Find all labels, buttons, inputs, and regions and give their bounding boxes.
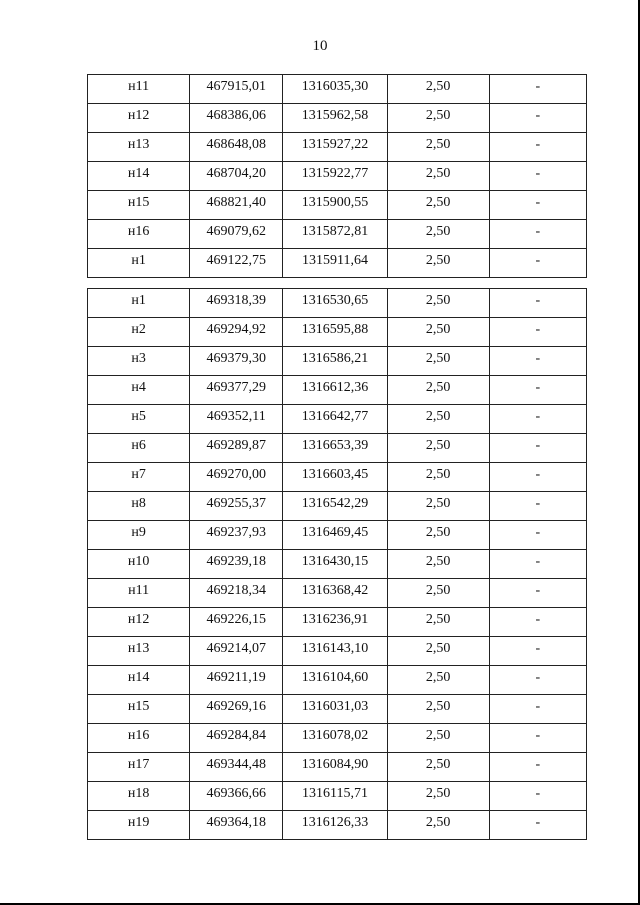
- accuracy-cell: 2,50: [387, 347, 489, 376]
- accuracy-cell: 2,50: [387, 637, 489, 666]
- x-coordinate-cell: 467915,01: [190, 75, 283, 104]
- table-row: [88, 492, 587, 521]
- table-row: [88, 550, 587, 579]
- point-number-cell: н15: [88, 695, 190, 724]
- x-coordinate-cell: 468704,20: [190, 162, 283, 191]
- x-coordinate-cell: 469079,62: [190, 220, 283, 249]
- accuracy-cell: 2,50: [387, 724, 489, 753]
- y-coordinate-cell: 1316542,29: [283, 492, 387, 521]
- point-number-cell: н9: [88, 521, 190, 550]
- table-row: [88, 220, 587, 249]
- dash-cell: -: [489, 492, 586, 521]
- accuracy-cell: 2,50: [387, 608, 489, 637]
- y-coordinate-cell: 1315900,55: [283, 191, 387, 220]
- dash-cell: -: [489, 724, 586, 753]
- dash-cell: -: [489, 104, 586, 133]
- accuracy-cell: 2,50: [387, 492, 489, 521]
- point-number-cell: н13: [88, 637, 190, 666]
- dash-cell: -: [489, 75, 586, 104]
- x-coordinate-cell: 469237,93: [190, 521, 283, 550]
- dash-cell: -: [489, 695, 586, 724]
- coordinates-table: [87, 74, 587, 840]
- accuracy-cell: 2,50: [387, 191, 489, 220]
- y-coordinate-cell: 1316104,60: [283, 666, 387, 695]
- accuracy-cell: 2,50: [387, 405, 489, 434]
- dash-cell: -: [489, 405, 586, 434]
- table-row: [88, 695, 587, 724]
- accuracy-cell: 2,50: [387, 162, 489, 191]
- x-coordinate-cell: 469214,07: [190, 637, 283, 666]
- coordinates-table-body: [88, 75, 587, 840]
- table-row: [88, 191, 587, 220]
- dash-cell: -: [489, 162, 586, 191]
- table-row: [88, 162, 587, 191]
- accuracy-cell: 2,50: [387, 695, 489, 724]
- point-number-cell: н2: [88, 318, 190, 347]
- y-coordinate-cell: 1316078,02: [283, 724, 387, 753]
- accuracy-cell: 2,50: [387, 579, 489, 608]
- point-number-cell: н12: [88, 608, 190, 637]
- accuracy-cell: 2,50: [387, 782, 489, 811]
- group-separator-cell: [88, 278, 587, 289]
- x-coordinate-cell: 469269,16: [190, 695, 283, 724]
- dash-cell: -: [489, 133, 586, 162]
- x-coordinate-cell: 469270,00: [190, 463, 283, 492]
- y-coordinate-cell: 1316236,91: [283, 608, 387, 637]
- accuracy-cell: 2,50: [387, 463, 489, 492]
- y-coordinate-cell: 1316115,71: [283, 782, 387, 811]
- dash-cell: -: [489, 753, 586, 782]
- table-row: [88, 75, 587, 104]
- page-number: 10: [312, 38, 328, 54]
- table-row: [88, 811, 587, 840]
- accuracy-cell: 2,50: [387, 75, 489, 104]
- accuracy-cell: 2,50: [387, 249, 489, 278]
- y-coordinate-cell: 1316586,21: [283, 347, 387, 376]
- y-coordinate-cell: 1316143,10: [283, 637, 387, 666]
- dash-cell: -: [489, 463, 586, 492]
- x-coordinate-cell: 469211,19: [190, 666, 283, 695]
- x-coordinate-cell: 469289,87: [190, 434, 283, 463]
- y-coordinate-cell: 1316430,15: [283, 550, 387, 579]
- table-row: [88, 579, 587, 608]
- point-number-cell: н16: [88, 724, 190, 753]
- y-coordinate-cell: 1315962,58: [283, 104, 387, 133]
- x-coordinate-cell: 469344,48: [190, 753, 283, 782]
- y-coordinate-cell: 1316084,90: [283, 753, 387, 782]
- dash-cell: -: [489, 347, 586, 376]
- table-row: [88, 104, 587, 133]
- table-row: [88, 249, 587, 278]
- point-number-cell: н6: [88, 434, 190, 463]
- x-coordinate-cell: 468386,06: [190, 104, 283, 133]
- x-coordinate-cell: 469284,84: [190, 724, 283, 753]
- y-coordinate-cell: 1316368,42: [283, 579, 387, 608]
- table-row: [88, 347, 587, 376]
- point-number-cell: н1: [88, 249, 190, 278]
- dash-cell: -: [489, 811, 586, 840]
- accuracy-cell: 2,50: [387, 376, 489, 405]
- table-row: [88, 666, 587, 695]
- y-coordinate-cell: 1315872,81: [283, 220, 387, 249]
- x-coordinate-cell: 468821,40: [190, 191, 283, 220]
- point-number-cell: н14: [88, 666, 190, 695]
- y-coordinate-cell: 1316642,77: [283, 405, 387, 434]
- dash-cell: -: [489, 666, 586, 695]
- table-row: [88, 463, 587, 492]
- y-coordinate-cell: 1315927,22: [283, 133, 387, 162]
- dash-cell: -: [489, 191, 586, 220]
- point-number-cell: н18: [88, 782, 190, 811]
- point-number-cell: н19: [88, 811, 190, 840]
- accuracy-cell: 2,50: [387, 220, 489, 249]
- x-coordinate-cell: 469226,15: [190, 608, 283, 637]
- y-coordinate-cell: 1316126,33: [283, 811, 387, 840]
- y-coordinate-cell: 1316530,65: [283, 289, 387, 318]
- table-row: [88, 405, 587, 434]
- dash-cell: -: [489, 608, 586, 637]
- table-row: [88, 753, 587, 782]
- point-number-cell: н5: [88, 405, 190, 434]
- accuracy-cell: 2,50: [387, 434, 489, 463]
- accuracy-cell: 2,50: [387, 666, 489, 695]
- y-coordinate-cell: 1316469,45: [283, 521, 387, 550]
- point-number-cell: н16: [88, 220, 190, 249]
- x-coordinate-cell: 469377,29: [190, 376, 283, 405]
- dash-cell: -: [489, 637, 586, 666]
- x-coordinate-cell: 469122,75: [190, 249, 283, 278]
- x-coordinate-cell: 469379,30: [190, 347, 283, 376]
- point-number-cell: н11: [88, 75, 190, 104]
- y-coordinate-cell: 1316035,30: [283, 75, 387, 104]
- y-coordinate-cell: 1315922,77: [283, 162, 387, 191]
- accuracy-cell: 2,50: [387, 753, 489, 782]
- accuracy-cell: 2,50: [387, 104, 489, 133]
- dash-cell: -: [489, 220, 586, 249]
- x-coordinate-cell: 469318,39: [190, 289, 283, 318]
- y-coordinate-cell: 1315911,64: [283, 249, 387, 278]
- x-coordinate-cell: 468648,08: [190, 133, 283, 162]
- group-separator: [88, 278, 587, 289]
- accuracy-cell: 2,50: [387, 550, 489, 579]
- point-number-cell: н11: [88, 579, 190, 608]
- x-coordinate-cell: 469239,18: [190, 550, 283, 579]
- table-row: [88, 521, 587, 550]
- point-number-cell: н15: [88, 191, 190, 220]
- point-number-cell: н12: [88, 104, 190, 133]
- accuracy-cell: 2,50: [387, 811, 489, 840]
- point-number-cell: н4: [88, 376, 190, 405]
- point-number-cell: н13: [88, 133, 190, 162]
- table-row: [88, 289, 587, 318]
- x-coordinate-cell: 469364,18: [190, 811, 283, 840]
- x-coordinate-cell: 469366,66: [190, 782, 283, 811]
- point-number-cell: н3: [88, 347, 190, 376]
- point-number-cell: н10: [88, 550, 190, 579]
- point-number-cell: н1: [88, 289, 190, 318]
- accuracy-cell: 2,50: [387, 133, 489, 162]
- dash-cell: -: [489, 550, 586, 579]
- dash-cell: -: [489, 289, 586, 318]
- y-coordinate-cell: 1316612,36: [283, 376, 387, 405]
- table-row: [88, 637, 587, 666]
- y-coordinate-cell: 1316595,88: [283, 318, 387, 347]
- table-row: [88, 724, 587, 753]
- table-row: [88, 376, 587, 405]
- dash-cell: -: [489, 376, 586, 405]
- table-row: [88, 133, 587, 162]
- dash-cell: -: [489, 434, 586, 463]
- dash-cell: -: [489, 521, 586, 550]
- y-coordinate-cell: 1316031,03: [283, 695, 387, 724]
- x-coordinate-cell: 469352,11: [190, 405, 283, 434]
- x-coordinate-cell: 469255,37: [190, 492, 283, 521]
- x-coordinate-cell: 469294,92: [190, 318, 283, 347]
- dash-cell: -: [489, 249, 586, 278]
- table-row: [88, 608, 587, 637]
- point-number-cell: н17: [88, 753, 190, 782]
- table-row: [88, 434, 587, 463]
- table-row: [88, 782, 587, 811]
- y-coordinate-cell: 1316603,45: [283, 463, 387, 492]
- table-row: [88, 318, 587, 347]
- accuracy-cell: 2,50: [387, 318, 489, 347]
- y-coordinate-cell: 1316653,39: [283, 434, 387, 463]
- x-coordinate-cell: 469218,34: [190, 579, 283, 608]
- dash-cell: -: [489, 579, 586, 608]
- point-number-cell: н7: [88, 463, 190, 492]
- point-number-cell: н8: [88, 492, 190, 521]
- dash-cell: -: [489, 318, 586, 347]
- accuracy-cell: 2,50: [387, 521, 489, 550]
- dash-cell: -: [489, 782, 586, 811]
- point-number-cell: н14: [88, 162, 190, 191]
- accuracy-cell: 2,50: [387, 289, 489, 318]
